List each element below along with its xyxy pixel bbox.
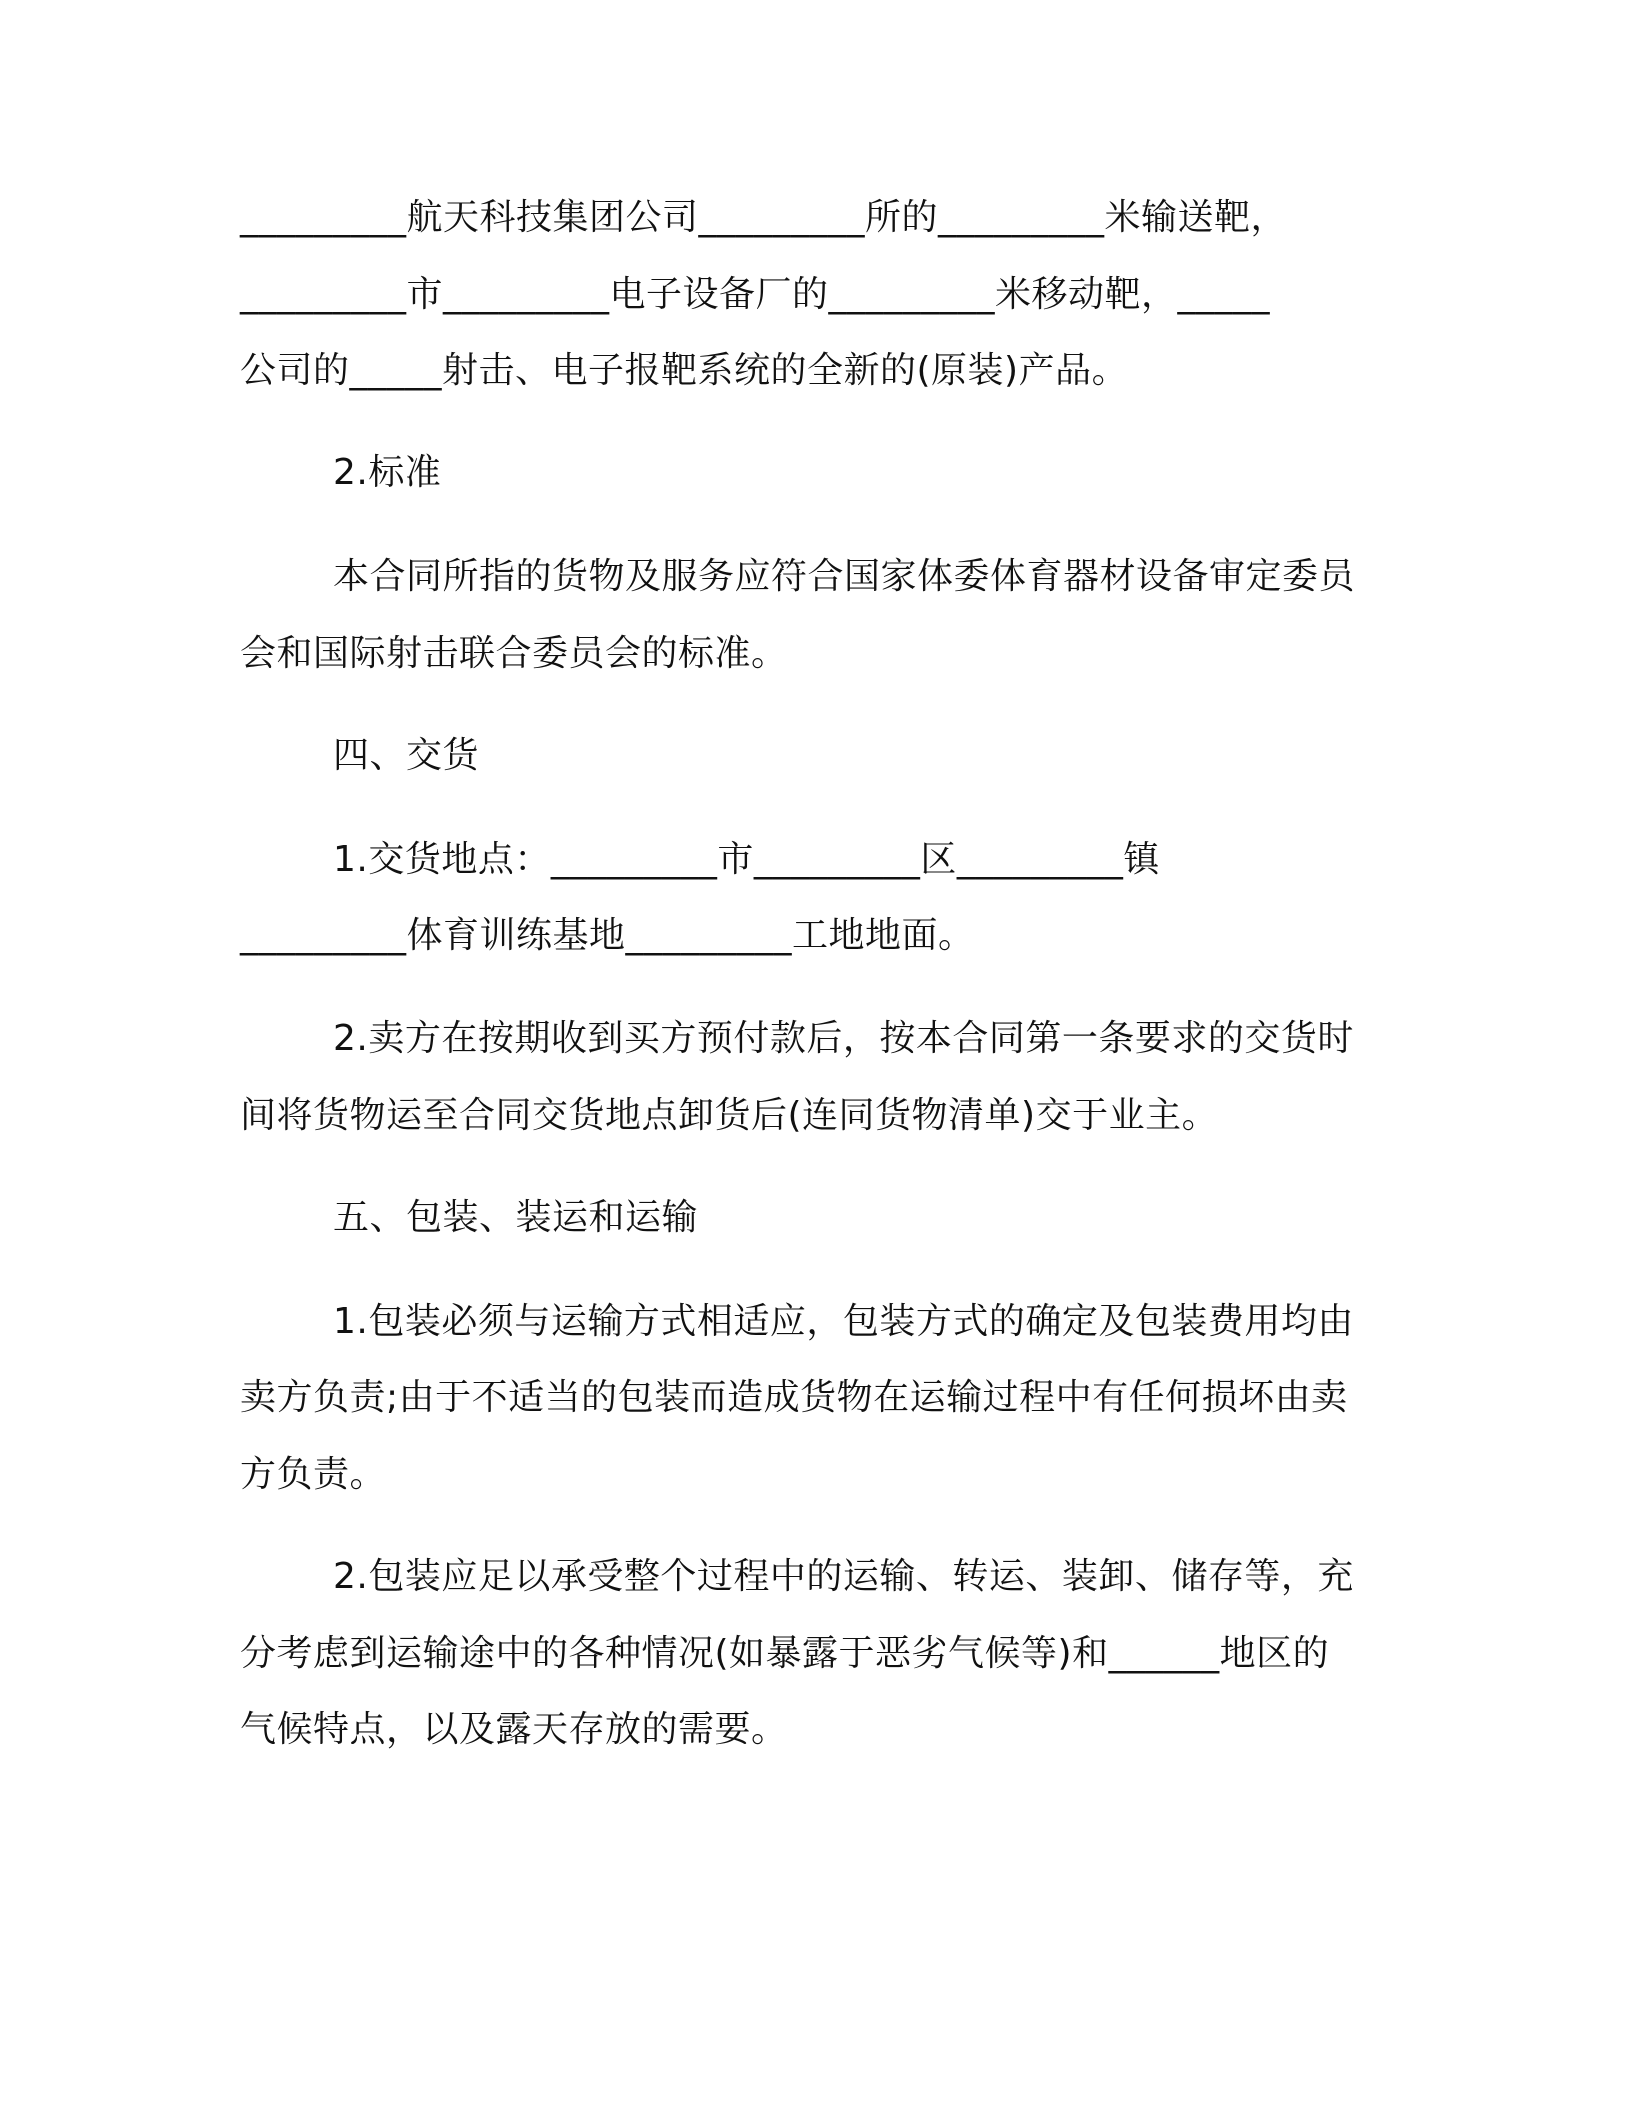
paragraph-line: 间将货物运至合同交货地点卸货后(连同货物清单)交于业主。 — [240, 1095, 1219, 1136]
paragraph-line: 2.卖方在按期收到买方预付款后，按本合同第一条要求的交货时 — [333, 1018, 1354, 1059]
text-line: 公司的_____射击、电子报靶系统的全新的(原装)产品。 — [240, 350, 1129, 391]
section-heading: 四、交货 — [333, 735, 480, 776]
section-heading: 2.标准 — [333, 452, 442, 493]
text-line: _________市_________电子设备厂的_________米移动靶，_____ — [240, 274, 1271, 315]
paragraph-line: 分考虑到运输途中的各种情况(如暴露于恶劣气候等)和______地区的 — [240, 1633, 1330, 1674]
paragraph-line: 1.包装必须与运输方式相适应，包装方式的确定及包装费用均由 — [333, 1301, 1354, 1342]
paragraph-line: _________体育训练基地_________工地地面。 — [240, 915, 975, 956]
paragraph-line: 1.交货地点：_________市_________区_________镇 — [333, 839, 1160, 880]
paragraph-line: 卖方负责;由于不适当的包装而造成货物在运输过程中有任何损坏由卖 — [240, 1377, 1348, 1418]
paragraph-line: 2.包装应足以承受整个过程中的运输、转运、装卸、储存等，充 — [333, 1556, 1354, 1597]
section-heading: 五、包装、装运和运输 — [333, 1197, 699, 1238]
paragraph-line: 方负责。 — [240, 1454, 387, 1495]
paragraph-line: 会和国际射击联合委员会的标准。 — [240, 633, 788, 674]
text-line: _________航天科技集团公司_________所的_________米输送靶， — [240, 197, 1288, 238]
paragraph-line: 本合同所指的货物及服务应符合国家体委体育器材设备审定委员 — [333, 556, 1356, 597]
paragraph-line: 气候特点，以及露天存放的需要。 — [240, 1709, 788, 1750]
